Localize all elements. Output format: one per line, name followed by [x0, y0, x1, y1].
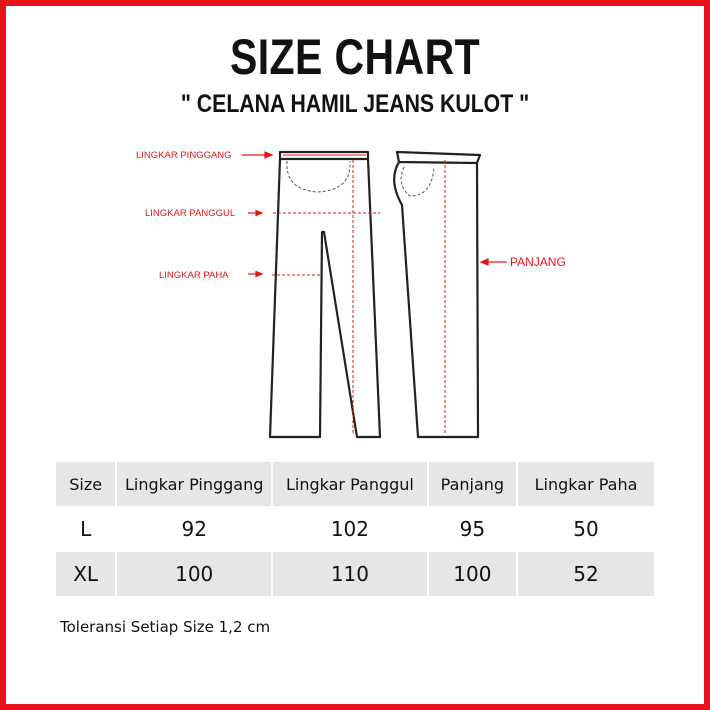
tolerance-note: Toleransi Setiap Size 1,2 cm	[60, 618, 271, 636]
pants-diagram	[0, 140, 710, 450]
side-belly-panel	[401, 167, 434, 196]
cell-panjang: 100	[428, 552, 517, 596]
pinggang-arrow-icon	[265, 152, 272, 158]
header-panjang: Panjang	[428, 462, 517, 506]
panjang-arrow-icon	[481, 259, 488, 265]
cell-lingkar-pinggang: 100	[116, 552, 272, 596]
table-row	[56, 552, 654, 596]
label-lingkar-panggul: LINGKAR PANGGUL	[145, 208, 236, 219]
side-waistband	[397, 152, 480, 163]
panggul-arrow-icon	[256, 211, 262, 216]
cell-lingkar-paha: 50	[517, 506, 654, 552]
front-belly-panel	[287, 161, 350, 192]
side-outline	[394, 162, 478, 437]
cell-panjang: 95	[428, 506, 517, 552]
cell-lingkar-panggul: 102	[272, 506, 428, 552]
cell-size: XL	[56, 552, 116, 596]
header-lingkar-paha: Lingkar Paha	[517, 462, 654, 506]
header-lingkar-panggul: Lingkar Panggul	[272, 462, 428, 506]
cell-size: L	[56, 506, 116, 552]
front-outline	[270, 159, 380, 437]
pants-side-view	[394, 152, 480, 437]
size-table	[56, 462, 654, 596]
cell-lingkar-paha: 52	[517, 552, 654, 596]
table-header-row	[56, 462, 654, 506]
paha-arrow-icon	[256, 272, 262, 277]
header-lingkar-pinggang: Lingkar Pinggang	[116, 462, 272, 506]
cell-lingkar-panggul: 110	[272, 552, 428, 596]
cell-lingkar-pinggang: 92	[116, 506, 272, 552]
label-lingkar-pinggang: LINGKAR PINGGANG	[136, 150, 232, 161]
label-lingkar-paha: LINGKAR PAHA	[159, 270, 229, 281]
label-panjang: PANJANG	[510, 255, 566, 269]
pants-front-view	[270, 152, 380, 437]
table-row	[56, 506, 654, 552]
header-size: Size	[56, 462, 116, 506]
page-title: SIZE CHART	[229, 29, 481, 85]
page-subtitle: " CELANA HAMIL JEANS KULOT "	[180, 90, 530, 118]
